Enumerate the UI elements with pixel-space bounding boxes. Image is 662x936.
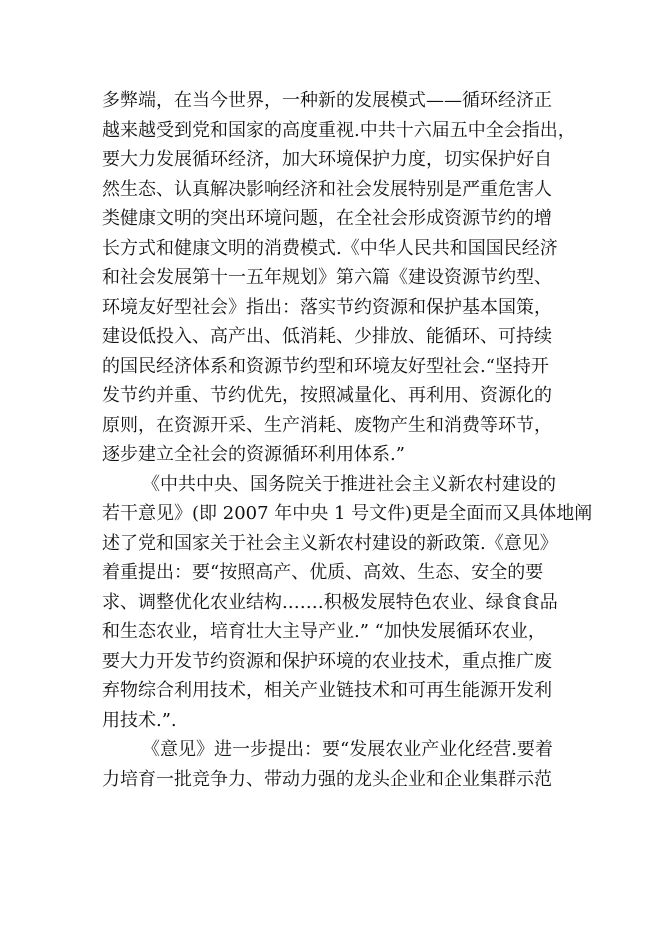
text-line: 若干意见》(即 2007 年中央 1 号文件)更是全面而又具体地阐 — [102, 503, 593, 524]
text-line: 力培育一批竞争力、带动力强的龙头企业和企业集群示范 — [102, 768, 552, 790]
text-line: 求、调整优化农业结构.……积极发展特色农业、绿食食品 — [102, 591, 558, 613]
text-line: 环境友好型社会》指出：落实节约资源和保护基本国策， — [102, 296, 552, 318]
text-line: 和生态农业，培育壮大主导产业.” “加快发展循环农业， — [102, 621, 546, 642]
text-line: 要大力开发节约资源和保护环境的农业技术，重点推广废 — [102, 650, 552, 672]
text-line: 用技术.”. — [102, 709, 177, 731]
text-line: 要大力发展循环经济，加大环境保护力度，切实保护好自 — [102, 149, 552, 170]
text-line: 长方式和健康文明的消费模式.《中华人民共和国国民经济 — [102, 237, 558, 259]
paragraph-start-line: 《意见》进一步提出：要“发展农业产业化经营.要着 — [142, 739, 553, 760]
text-line: 发节约并重、节约优先，按照减量化、再利用、资源化的 — [102, 385, 552, 406]
text-line: 着重提出：要“按照高产、优质、高效、生态、安全的要 — [102, 562, 544, 583]
text-line: 建设低投入、高产出、低消耗、少排放、能循环、可持续 — [102, 326, 552, 347]
text-line: 述了党和国家关于社会主义新农村建设的新政策.《意见》 — [102, 532, 558, 554]
text-line: 原则，在资源开采、生产消耗、废物产生和消费等环节， — [102, 414, 552, 436]
text-line: 和社会发展第十一五年规划》第六篇《建设资源节约型、 — [102, 267, 552, 288]
text-line: 类健康文明的突出环境问题，在全社会形成资源节约的增 — [102, 208, 552, 229]
text-line: 的国民经济体系和资源节约型和环境友好型社会.“坚持开 — [102, 355, 549, 377]
text-line: 越来越受到党和国家的高度重视.中共十六届五中全会指出， — [102, 119, 576, 141]
text-line: 逐步建立全社会的资源循环利用体系.” — [102, 444, 405, 465]
body-text — [102, 86, 593, 794]
text-line: 然生态、认真解决影响经济和社会发展特别是严重危害人 — [102, 178, 552, 200]
text-line: 弃物综合利用技术，相关产业链技术和可再生能源开发利 — [102, 680, 552, 701]
paragraph-start-line: 《中共中央、国务院关于推进社会主义新农村建设的 — [142, 473, 556, 495]
text-line: 多弊端，在当今世界，一种新的发展模式——循环经济正 — [102, 90, 552, 111]
